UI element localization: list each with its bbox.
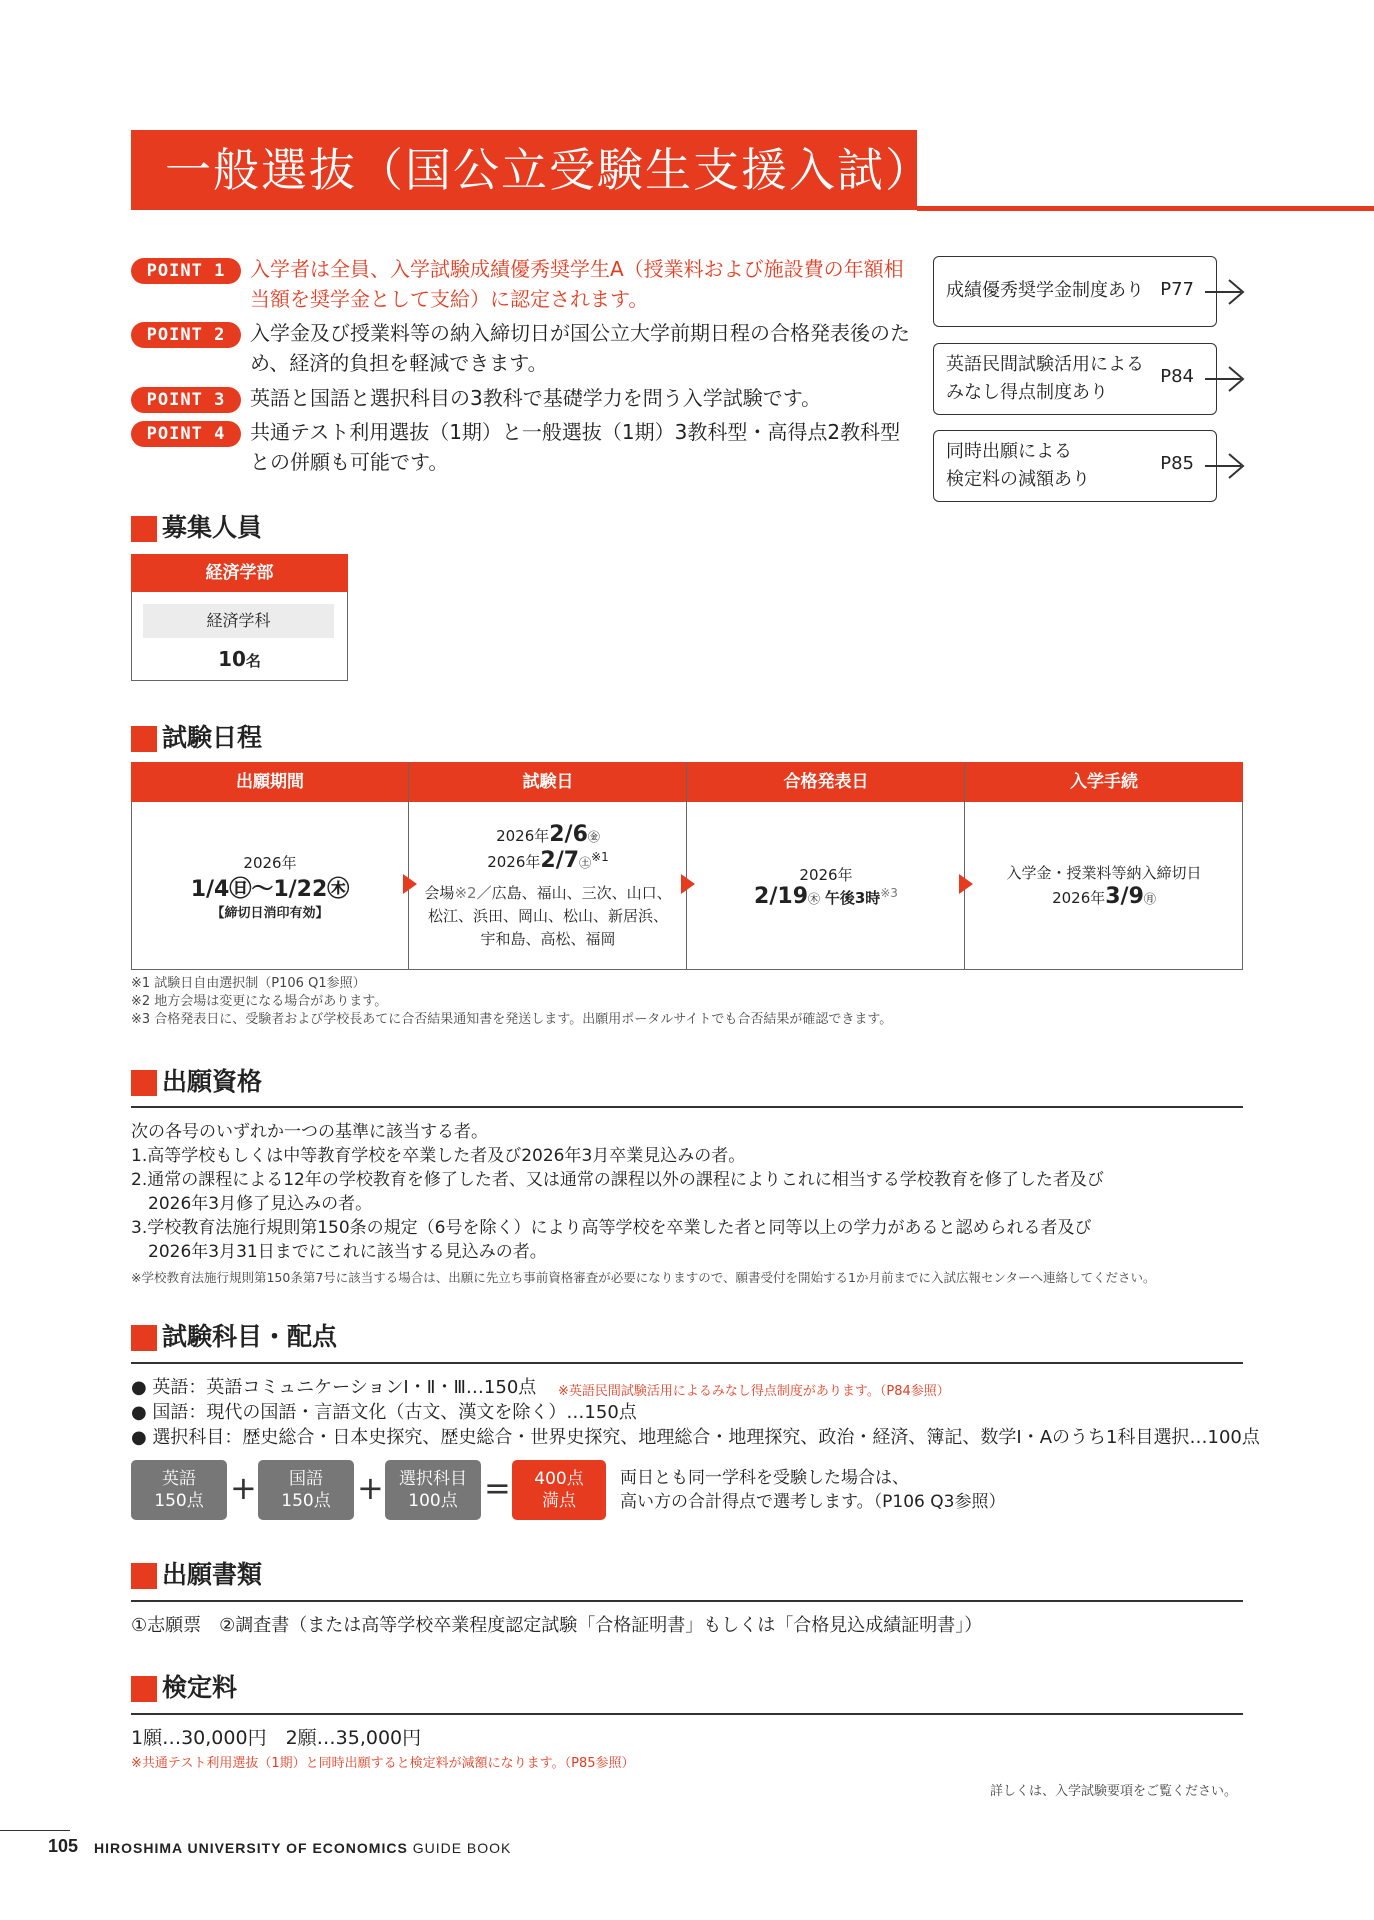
- venue-mark: ※2: [454, 884, 477, 902]
- application-note: 【締切日消印有効】: [211, 906, 329, 921]
- recruit-count-unit: 名: [245, 652, 261, 670]
- venue-label: 会場: [424, 884, 455, 902]
- recruit-count-value: 10: [218, 647, 246, 671]
- subject-english: ● 英語：英語コミュニケーションⅠ・Ⅱ・Ⅲ…150点: [131, 1377, 537, 1398]
- section-marker: [131, 726, 157, 752]
- exam-venues: [409, 882, 687, 951]
- page-title: 一般選抜（国公立受験生支援入試）: [165, 143, 933, 197]
- page-number: 105: [48, 1836, 79, 1856]
- section-marker: [131, 1070, 157, 1096]
- exam-day: ㊏: [579, 856, 592, 870]
- procedure-date: [965, 884, 1243, 909]
- section-title-fee: 検定料: [162, 1673, 238, 1702]
- plus-sign: +: [230, 1469, 257, 1507]
- point-badge-2: POINT 2: [131, 322, 241, 348]
- score-box-value: 150点: [154, 1491, 204, 1511]
- point-badge-4: POINT 4: [131, 421, 241, 447]
- ref-label-line1: 英語民間試験活用による: [946, 354, 1144, 375]
- qualification-line-2: 2.通常の課程による12年の学校教育を修了した者、又は通常の課程以外の課程によりこれに相当する学校教育を修了した者及び: [131, 1170, 1104, 1190]
- point-text-3: 英語と国語と選択科目の3教科で基礎学力を問う入学試験です。: [250, 386, 822, 410]
- documents-text: ①志願票 ②調査書（または高等学校卒業程度認定試験「合格証明書」もしくは「合格見込成績証明書」）: [131, 1615, 983, 1636]
- qualification-line-4: 3.学校教育法施行規則第150条の規定（6号を除く）により高等学校を卒業した者と同等以上の学力があると認められる者及び: [131, 1218, 1092, 1238]
- schedule-note-1: ※1 試験日自由選択制（P106 Q1参照）: [131, 976, 366, 991]
- score-box-label: 選択科目: [399, 1469, 467, 1489]
- score-box-english: [131, 1460, 227, 1520]
- exam-date-1: [409, 822, 687, 847]
- section-rule: [131, 1362, 1243, 1364]
- qualification-note: ※学校教育法施行規則第150条第7号に該当する場合は、出願に先立ち事前資格審査が必要になりますので、願書受付を開始する1か月前までに入試広報センターへ連絡してください。: [131, 1270, 1156, 1285]
- schedule-col-result: 合格発表日: [687, 762, 965, 802]
- schedule-note-3: ※3 合格発表日に、受験者および学校長あてに合否結果通知書を発送します。出願用ポータルサイトでも合否結果が確認できます。: [131, 1012, 893, 1027]
- subject-elective: ● 選択科目：歴史総合・日本史探究、歴史総合・世界史探究、地理総合・地理探究、政治・経済、簿記、数学Ⅰ・Aのうち1科目選択…100点: [131, 1427, 1260, 1448]
- ref-page: P85: [1160, 453, 1194, 474]
- procedure-year: 2026年: [1052, 889, 1106, 907]
- footer-brand-suffix: GUIDE BOOK: [407, 1840, 512, 1856]
- subject-japanese: ● 国語：現代の国語・言語文化（古文、漢文を除く）…150点: [131, 1402, 637, 1423]
- section-rule: [131, 1106, 1243, 1108]
- arrow-right-icon: [1205, 450, 1245, 482]
- point-badge-3: POINT 3: [131, 387, 241, 413]
- score-box-elective: [385, 1460, 481, 1520]
- result-mark: ※3: [880, 886, 898, 900]
- arrow-right-icon: [1205, 363, 1245, 395]
- section-title-subjects: 試験科目・配点: [162, 1322, 338, 1351]
- application-period: 1/4㊐～1/22㊍: [190, 877, 350, 902]
- section-title-qualification: 出願資格: [162, 1067, 263, 1096]
- section-marker: [131, 1563, 157, 1589]
- fee-text: 1願…30,000円 2願…35,000円: [131, 1727, 422, 1749]
- qualification-line-1: 1.高等学校もしくは中等教育学校を卒業した者及び2026年3月卒業見込みの者。: [131, 1146, 746, 1166]
- ref-label-line1: 同時出願による: [946, 441, 1072, 462]
- section-marker: [131, 516, 157, 542]
- bottom-note: 詳しくは、入学試験要項をご覧ください。: [990, 1784, 1238, 1799]
- section-rule: [131, 1713, 1243, 1715]
- score-box-label: 400点: [534, 1469, 584, 1489]
- procedure-date-value: 3/9: [1105, 884, 1144, 909]
- score-box-label: 国語: [289, 1469, 323, 1489]
- ref-label: 成績優秀奨学金制度あり: [946, 280, 1144, 301]
- result-year: 2026年: [799, 866, 853, 884]
- section-marker: [131, 1325, 157, 1351]
- exam-day: ㊎: [587, 830, 600, 844]
- ref-box-fee[interactable]: [933, 430, 1217, 502]
- footer-rule: [0, 1830, 70, 1831]
- qualification-line-0: 次の各号のいずれか一つの基準に該当する者。: [131, 1122, 488, 1142]
- ref-box-scholarship[interactable]: [933, 256, 1217, 327]
- ref-label-line2: 検定料の減額あり: [946, 469, 1090, 490]
- exam-date: 2/6: [549, 822, 588, 847]
- exam-date-2: [409, 848, 687, 873]
- section-title-schedule: 試験日程: [162, 723, 263, 752]
- ref-page: P84: [1160, 366, 1194, 387]
- exam-mark: ※1: [591, 850, 609, 864]
- score-side-line2: 高い方の合計得点で選考します。（P106 Q3参照）: [620, 1492, 1006, 1512]
- equals-sign: =: [484, 1469, 511, 1507]
- schedule-col-exam: 試験日: [409, 762, 687, 802]
- result-date-value: 2/19: [754, 884, 809, 909]
- section-title-recruit: 募集人員: [162, 513, 263, 542]
- score-box-label: 英語: [162, 1469, 196, 1489]
- recruit-department: 経済学科: [143, 604, 334, 638]
- exam-date: 2/7: [540, 848, 580, 873]
- score-box-total: [512, 1460, 606, 1520]
- title-rule: [917, 206, 1374, 211]
- fee-note: ※共通テスト利用選抜（1期）と同時出願すると検定料が減額になります。（P85参照）: [131, 1756, 635, 1771]
- plus-sign: +: [357, 1469, 384, 1507]
- qualification-line-3: 2026年3月修了見込みの者。: [131, 1194, 373, 1214]
- section-marker: [131, 1676, 157, 1702]
- exam-year: 2026年: [487, 853, 541, 871]
- score-box-value: 100点: [408, 1491, 458, 1511]
- section-rule: [131, 1600, 1243, 1602]
- schedule-note-2: ※2 地方会場は変更になる場合があります。: [131, 994, 388, 1009]
- recruit-faculty: 経済学部: [131, 554, 348, 592]
- point-text-1: 入学者は全員、入学試験成績優秀奨学生A（授業料および施設費の年額相当額を奨学金として支給）に認定されます。: [250, 257, 904, 311]
- schedule-col-application: 出願期間: [131, 762, 409, 802]
- schedule-col-procedure: 入学手続: [965, 762, 1243, 802]
- point-text-2: 入学金及び授業料等の納入締切日が国公立大学前期日程の合格発表後のため、経済的負担を軽減できます。: [250, 321, 910, 375]
- procedure-day: ㊊: [1143, 892, 1156, 906]
- venue-list-2: 松江、浜田、岡山、松山、新居浜、: [427, 907, 668, 925]
- result-date: [687, 884, 965, 909]
- score-box-value: 150点: [281, 1491, 331, 1511]
- score-side-line1: 両日とも同一学科を受験した場合は、: [620, 1468, 909, 1488]
- section-title-documents: 出願書類: [162, 1560, 263, 1589]
- english-note: ※英語民間試験活用によるみなし得点制度があります。（P84参照）: [558, 1384, 950, 1399]
- score-box-value: 満点: [542, 1491, 576, 1511]
- venue-list-3: 宇和島、高松、福岡: [480, 930, 616, 948]
- result-time: 午後3時: [824, 889, 881, 907]
- point-text-4: 共通テスト利用選抜（1期）と一般選抜（1期）3教科型・高得点2教科型との併願も可能です。: [250, 420, 901, 474]
- ref-page: P77: [1160, 279, 1194, 300]
- footer-brand-name: HIROSHIMA UNIVERSITY OF ECONOMICS: [94, 1840, 408, 1856]
- ref-label-line2: みなし得点制度あり: [946, 382, 1108, 403]
- score-box-japanese: [258, 1460, 354, 1520]
- arrow-right-icon: [1205, 276, 1245, 308]
- exam-year: 2026年: [496, 827, 550, 845]
- application-year: 2026年: [243, 854, 297, 872]
- venue-list-1: ／広島、福山、三次、山口、: [476, 884, 672, 902]
- ref-box-english[interactable]: [933, 343, 1217, 415]
- qualification-line-5: 2026年3月31日までにこれに該当する見込みの者。: [131, 1242, 547, 1262]
- procedure-label: 入学金・授業料等納入締切日: [1006, 864, 1202, 882]
- result-day: ㊍: [808, 892, 821, 906]
- point-badge-1: POINT 1: [131, 258, 241, 284]
- footer-brand: [94, 1840, 511, 1856]
- recruit-count: [131, 642, 348, 678]
